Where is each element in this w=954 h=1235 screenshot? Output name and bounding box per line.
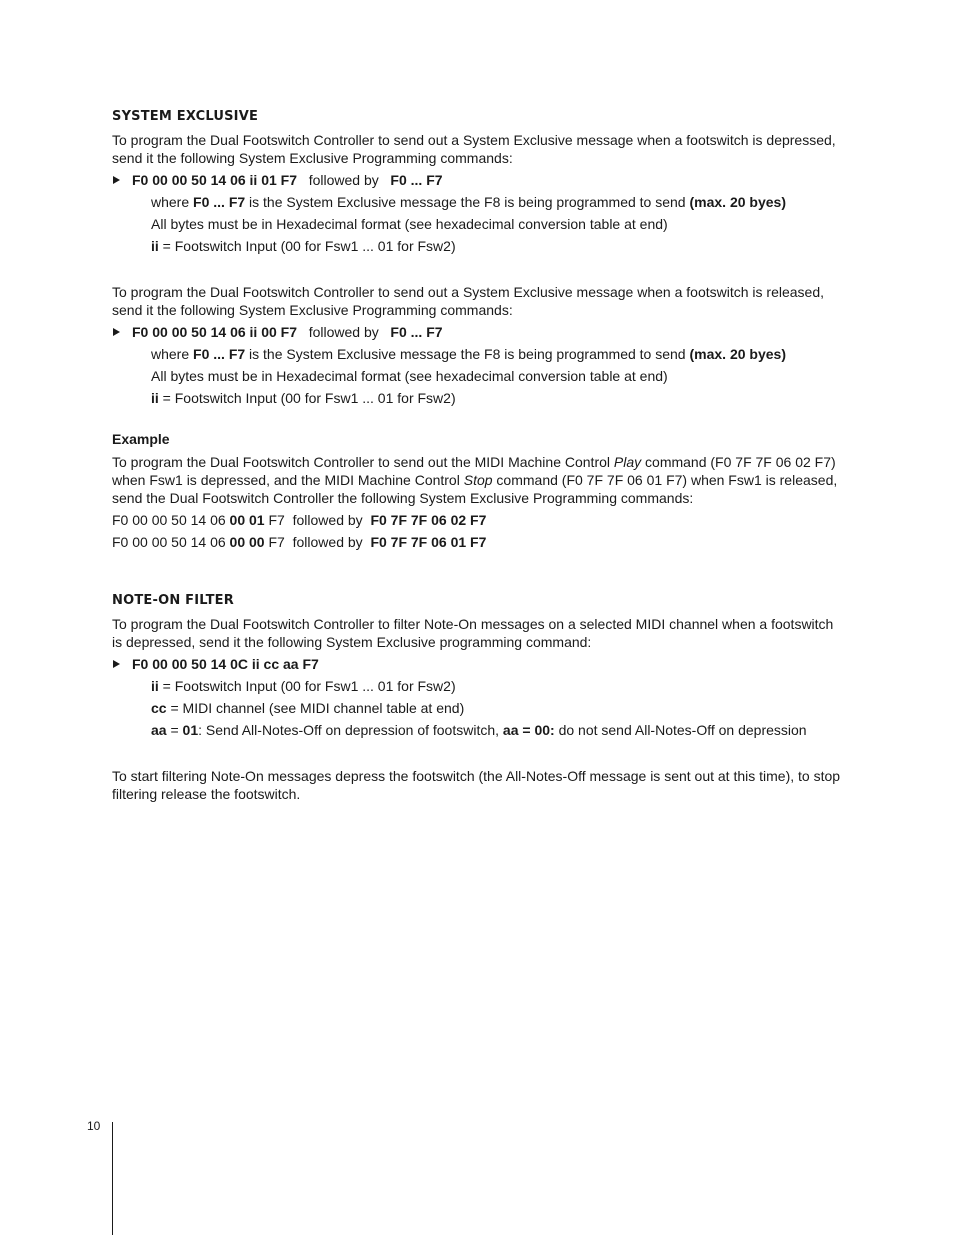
aa-01: 01 bbox=[182, 722, 199, 738]
triangle-bullet-icon bbox=[113, 176, 120, 184]
triangle-bullet-icon bbox=[113, 328, 120, 336]
ii-desc: = Footswitch Input (00 for Fsw1 ... 01 for Fsw2) bbox=[158, 390, 456, 406]
followed-by-text: followed by bbox=[292, 534, 363, 550]
where-bold: F0 ... F7 bbox=[193, 346, 246, 362]
aa-eq: = bbox=[166, 722, 183, 738]
noteon-command-line bbox=[112, 655, 842, 673]
cmd-suffix: F7 bbox=[264, 512, 285, 528]
aa-desc-1: : Send All-Notes-Off on depression of footswitch, bbox=[198, 722, 503, 738]
max-bytes: (max. 20 byes) bbox=[689, 194, 786, 210]
sysex-release-command: F0 00 00 50 14 06 ii 00 F7 bbox=[132, 324, 298, 340]
where-text: where bbox=[151, 194, 194, 210]
example-command-line-2 bbox=[112, 533, 842, 551]
sysex-release-command2: F0 ... F7 bbox=[390, 324, 443, 340]
noteon-closing: To start filtering Note-On messages depress the footswitch (the All-Notes-Off message is sent out at this time), to stop filtering release the footswitch. bbox=[112, 768, 841, 802]
where-desc: is the System Exclusive message the F8 is being programmed to send bbox=[245, 346, 690, 362]
example-text-1: To program the Dual Footswitch Controller to send out the MIDI Machine Control bbox=[112, 454, 614, 470]
where-bold: F0 ... F7 bbox=[193, 194, 246, 210]
sysex-release-ii-line bbox=[112, 389, 842, 407]
sysex-release-command-line bbox=[112, 323, 842, 341]
triangle-bullet-icon bbox=[113, 660, 120, 668]
stop-word: Stop bbox=[463, 472, 493, 488]
max-bytes: (max. 20 byes) bbox=[689, 346, 786, 362]
example-heading: Example bbox=[112, 431, 170, 447]
example-command-line-1 bbox=[112, 511, 842, 529]
example-paragraph bbox=[112, 453, 842, 507]
section-heading-note-on-filter: NOTE-ON FILTER bbox=[112, 593, 234, 608]
followed-by-text: followed by bbox=[308, 324, 379, 340]
cc-key: cc bbox=[151, 700, 167, 716]
cmd-prefix: F0 00 00 50 14 06 bbox=[112, 534, 230, 550]
play-word: Play bbox=[613, 454, 642, 470]
sysex-depress-command: F0 00 00 50 14 06 ii 01 F7 bbox=[132, 172, 298, 188]
noteon-aa-line bbox=[112, 721, 842, 739]
noteon-cc-line bbox=[112, 699, 842, 717]
noteon-ii-line bbox=[112, 677, 842, 695]
page-content bbox=[112, 108, 842, 803]
followed-by-text: followed by bbox=[292, 512, 363, 528]
sysex-depress-command-line bbox=[112, 171, 842, 189]
sysex-depress-ii-line bbox=[112, 237, 842, 255]
aa-00: aa = 00: bbox=[502, 722, 555, 738]
where-desc: is the System Exclusive message the F8 is being programmed to send bbox=[245, 194, 690, 210]
ii-key: ii bbox=[151, 238, 159, 254]
cmd-bold: 00 01 bbox=[229, 512, 265, 528]
page-number: 10 bbox=[87, 1119, 101, 1133]
aa-key: aa bbox=[151, 722, 167, 738]
cc-desc: = MIDI channel (see MIDI channel table at end) bbox=[166, 700, 465, 716]
sysex-release-hex-note: All bytes must be in Hexadecimal format (see hexadecimal conversion table at end) bbox=[151, 368, 668, 384]
ii-desc: = Footswitch Input (00 for Fsw1 ... 01 for Fsw2) bbox=[158, 238, 456, 254]
sysex-depress-where-line bbox=[112, 193, 842, 211]
mmc-stop-command: F0 7F 7F 06 01 F7 bbox=[370, 534, 487, 550]
aa-desc-2: do not send All-Notes-Off on depression bbox=[554, 722, 807, 738]
where-text: where bbox=[151, 346, 194, 362]
cmd-prefix: F0 00 00 50 14 06 bbox=[112, 512, 230, 528]
section-heading-system-exclusive: SYSTEM EXCLUSIVE bbox=[112, 109, 259, 124]
margin-rule bbox=[112, 1122, 113, 1235]
noteon-intro: To program the Dual Footswitch Controller to filter Note-On messages on a selected MIDI channel when a footswitch is depressed, send it the following System Exclusive programming command: bbox=[112, 616, 834, 650]
cmd-suffix: F7 bbox=[264, 534, 285, 550]
sysex-release-intro: To program the Dual Footswitch Controller to send out a System Exclusive message when a footswitch is released, send it the following System Exclusive Programming commands: bbox=[112, 284, 824, 318]
example-text-2: command (F0 7F 7F 06 02 F7) when Fsw1 is depressed, and the MIDI Machine Control bbox=[112, 454, 836, 488]
mmc-play-command: F0 7F 7F 06 02 F7 bbox=[370, 512, 487, 528]
noteon-command: F0 00 00 50 14 0C ii cc aa F7 bbox=[132, 656, 319, 672]
cmd-bold: 00 00 bbox=[229, 534, 265, 550]
ii-key: ii bbox=[151, 678, 159, 694]
followed-by-text: followed by bbox=[308, 172, 379, 188]
sysex-depress-intro: To program the Dual Footswitch Controller to send out a System Exclusive message when a footswitch is depressed, send it the following System Exclusive Programming commands: bbox=[112, 132, 836, 166]
ii-key: ii bbox=[151, 390, 159, 406]
example-text-3: command (F0 7F 7F 06 01 F7) when Fsw1 is released, send the Dual Footswitch Controller the following System Exclusive Programming commands: bbox=[112, 472, 838, 506]
sysex-depress-hex-note: All bytes must be in Hexadecimal format (see hexadecimal conversion table at end) bbox=[151, 216, 668, 232]
sysex-release-where-line bbox=[112, 345, 842, 363]
sysex-depress-command2: F0 ... F7 bbox=[390, 172, 443, 188]
ii-desc: = Footswitch Input (00 for Fsw1 ... 01 for Fsw2) bbox=[158, 678, 456, 694]
